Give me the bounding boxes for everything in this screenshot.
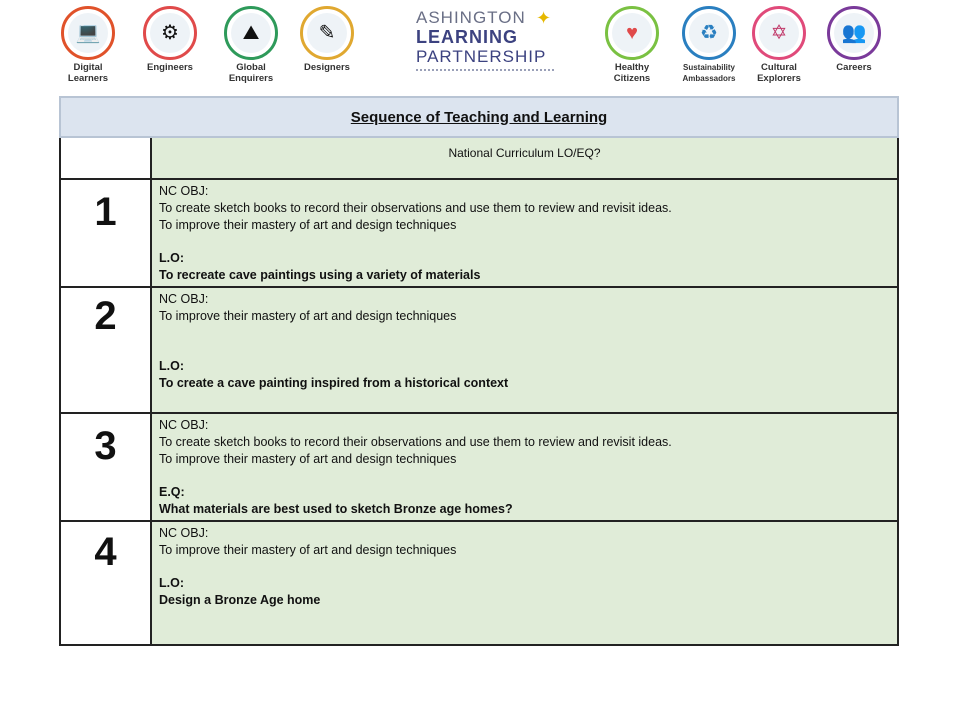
objective-line: To improve their mastery of art and design techniques <box>159 452 457 466</box>
header-empty-cell <box>60 137 151 179</box>
badge-label: Cultural Explorers <box>757 62 801 84</box>
session-number: 1 <box>94 190 117 234</box>
pencil-icon: ✎ <box>307 13 347 53</box>
lo-block <box>152 250 897 284</box>
badge-label: Global Enquirers <box>228 62 274 84</box>
badge-circle <box>605 6 659 60</box>
star-icon: ✦ <box>536 8 552 28</box>
objective-line: To create sketch books to record their observations and use them to review and revisit ideas. <box>159 201 672 215</box>
badge-engineers <box>140 6 200 73</box>
ashington-logo <box>412 6 558 76</box>
objective-label: NC OBJ: <box>159 418 209 432</box>
column-header: National Curriculum LO/EQ? <box>151 137 898 179</box>
session-number: 2 <box>94 294 117 338</box>
objective-line: To improve their mastery of art and design techniques <box>159 218 457 232</box>
lo-label: L.O: <box>159 359 184 373</box>
session-number-cell <box>60 521 151 645</box>
lo-text: To create a cave painting inspired from a historical context <box>159 376 509 390</box>
logo-line-2: LEARNING <box>416 27 518 47</box>
badge-label: Digital Learners <box>67 62 109 84</box>
eq-text: What materials are best used to sketch Bronze age homes? <box>159 502 513 516</box>
header-banner <box>0 0 960 92</box>
recycle-icon: ♻ <box>689 13 729 53</box>
badge-careers <box>824 6 884 73</box>
logo-underline <box>416 69 554 71</box>
people-icon: 👥 <box>834 13 874 53</box>
table-title: Sequence of Teaching and Learning <box>60 97 898 137</box>
table-row <box>60 413 898 521</box>
badge-designers <box>297 6 357 73</box>
logo-line-3: PARTNERSHIP <box>416 47 547 66</box>
gear-icon: ⚙ <box>150 13 190 53</box>
objective-line: To improve their mastery of art and design techniques <box>159 543 457 557</box>
table-row <box>60 179 898 287</box>
session-number-cell <box>60 413 151 521</box>
logo-line-1: ASHINGTON <box>416 8 526 27</box>
badge-label: Engineers <box>147 62 193 73</box>
mountain-icon: ⛰ <box>231 13 271 53</box>
badge-circle <box>752 6 806 60</box>
session-number-cell <box>60 179 151 287</box>
badge-label: Healthy Citizens <box>613 62 651 84</box>
badge-circle <box>827 6 881 60</box>
objective-line: To create sketch books to record their observations and use them to review and revisit ideas. <box>159 435 672 449</box>
lo-block <box>152 358 897 392</box>
session-content <box>151 287 898 413</box>
table-row <box>60 287 898 413</box>
table-row <box>60 521 898 645</box>
lo-block <box>152 575 897 609</box>
session-content <box>151 179 898 287</box>
badge-cultural-explorers <box>749 6 809 84</box>
badge-circle <box>300 6 354 60</box>
badge-healthy-citizens <box>602 6 662 84</box>
objective-label: NC OBJ: <box>159 292 209 306</box>
lo-text: Design a Bronze Age home <box>159 593 321 607</box>
sequence-table <box>59 96 899 646</box>
eq-block <box>152 484 897 518</box>
badge-circle <box>224 6 278 60</box>
badge-circle <box>682 6 736 60</box>
badge-digital-learners <box>58 6 118 84</box>
objective-label: NC OBJ: <box>159 184 209 198</box>
badge-label: Designers <box>304 62 350 73</box>
lo-label: L.O: <box>159 576 184 590</box>
session-number: 4 <box>94 530 117 574</box>
session-content <box>151 413 898 521</box>
badge-sustainability-ambassadors <box>677 6 741 84</box>
badge-label: Sustainability Ambassadors <box>682 63 736 83</box>
session-number-cell <box>60 287 151 413</box>
laptop-icon: 💻 <box>68 13 108 53</box>
heart-icon: ♥ <box>612 13 652 53</box>
eq-label: E.Q: <box>159 485 185 499</box>
badge-label: Careers <box>836 62 872 73</box>
objective-line: To improve their mastery of art and design techniques <box>159 309 457 323</box>
badge-circle <box>61 6 115 60</box>
lo-label: L.O: <box>159 251 184 265</box>
session-content <box>151 521 898 645</box>
badge-circle <box>143 6 197 60</box>
lo-text: To recreate cave paintings using a variety of materials <box>159 268 481 282</box>
badge-global-enquirers <box>221 6 281 84</box>
culture-icon: ✡ <box>759 13 799 53</box>
session-number: 3 <box>94 424 117 468</box>
objective-label: NC OBJ: <box>159 526 209 540</box>
